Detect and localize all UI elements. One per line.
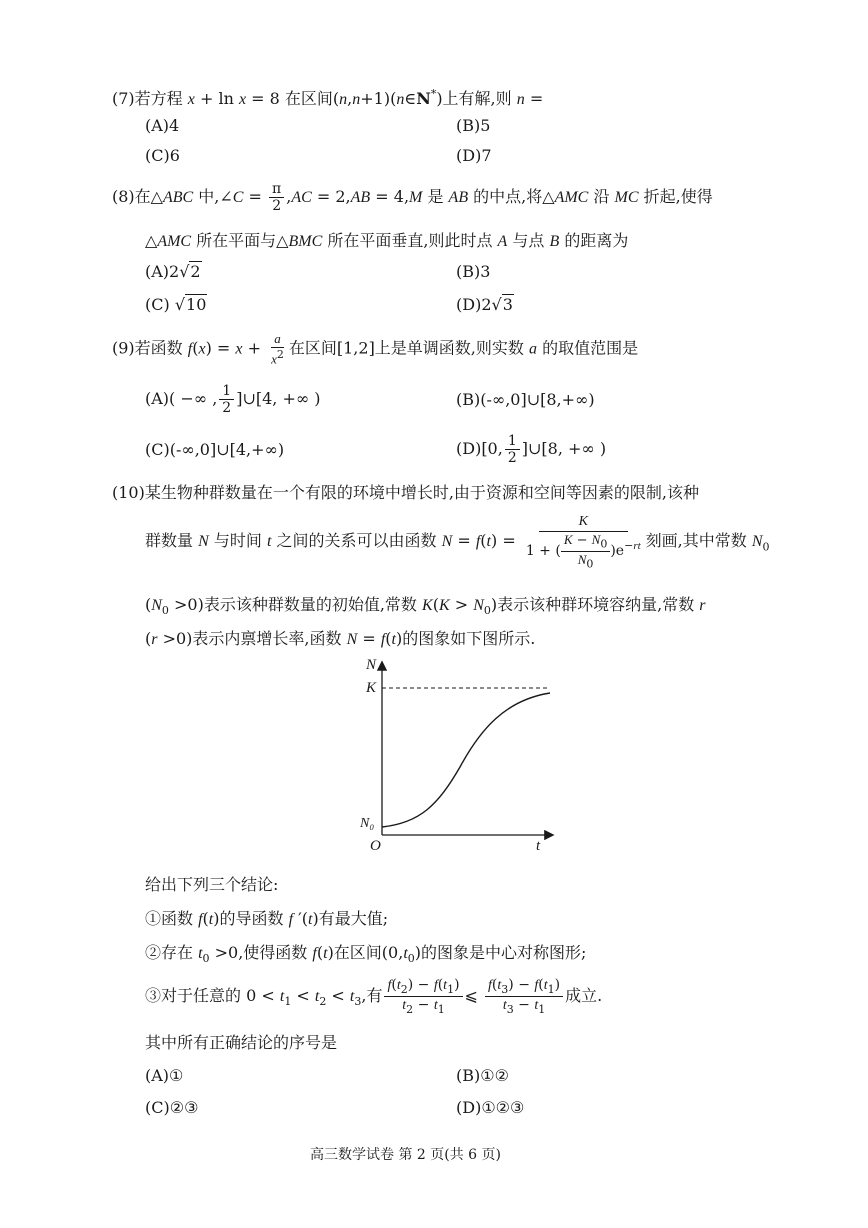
question-9-stem: (9)若函数 f(x) = x + $\frac{a}{x^2}$ 在区间[1,2]上是单调函数,则实数 a 的取值范围是 (112, 331, 639, 367)
q10-option-a: (A)① (145, 1066, 184, 1085)
q7-option-a: (A)4 (145, 116, 180, 135)
logistic-graph (360, 655, 560, 855)
q7-option-c: (C)6 (145, 146, 180, 165)
page-footer: 高三数学试卷 第 2 页(共 6 页) (310, 1147, 501, 1163)
conclusion-3: ③对于任意的 $0 < t_1 < t_2 < t_3$,有 $\frac{f(t_2) - f(t_1)}{t_2 - t_1}$ ⩽ $\frac{f(t_3) - f(t_1)}{t_3 - t_1}$ 成立. (145, 977, 603, 1016)
q8-option-c: (C) √10 (145, 295, 207, 314)
q9-option-a: (A)( −∞ , $\frac{1}{2}$ ]∪[4, +∞ ) (145, 383, 321, 416)
question-10-line-1: (10)某生物种群数量在一个有限的环境中增长时,由于资源和空间等因素的限制,该种 (112, 483, 700, 502)
q10-option-b: (B)①② (456, 1066, 509, 1085)
q8-option-b: (B)3 (456, 262, 491, 281)
graph-label-k: K (366, 680, 377, 696)
question-10-line-2: 群数量 N 与时间 t 之间的关系可以由函数 N = f(t) = K 1 + ( $\frac{K - N_0}{N_0}$ )$e^{-rt}$ 刻画,其中常数 $N_0$ (145, 514, 770, 571)
question-10-line-4: (r >0)表示内禀增长率,函数 N = f(t)的图象如下图所示. (145, 629, 536, 648)
graph-label-t: t (536, 838, 541, 854)
conclusion-1: ①函数 f(t)的导函数 f ′(t)有最大值; (145, 909, 389, 928)
graph-label-origin: O (370, 838, 381, 854)
q9-option-d: (D)[0, $\frac{1}{2}$ ]∪[8, +∞ ) (456, 433, 607, 466)
conclusions-intro: 给出下列三个结论: (145, 875, 279, 894)
q7-option-d: (D)7 (456, 146, 492, 165)
graph-label-n: N (366, 657, 377, 673)
question-10-line-3: $(N_0 >0)$表示该种群数量的初始值,常数 $K(K > N_0)$表示该种群环境容纳量,常数 r (145, 595, 706, 618)
q8-option-d: (D)2√3 (456, 295, 513, 314)
logistic-curve (382, 693, 550, 827)
q9-option-b: (B)(-∞,0]∪[8,+∞) (456, 390, 595, 409)
q10-option-d: (D)①②③ (456, 1098, 525, 1117)
question-10-ask: 其中所有正确结论的序号是 (145, 1033, 338, 1052)
graph-label-n0: N₀ (360, 816, 375, 831)
q10-option-c: (C)②③ (145, 1098, 199, 1117)
q7-option-b: (B)5 (456, 116, 491, 135)
question-7-stem: (7)若方程 x + ln x = 8 在区间(n,n+1)(n∈N*)上有解,则 n = (112, 87, 544, 108)
conclusion-2: ②存在 $t_0 >0$,使得函数 f(t)在区间$(0,t_0)$的图象是中心对称图形; (145, 943, 587, 966)
question-8-stem-line-2: △AMC 所在平面与△BMC 所在平面垂直,则此时点 A 与点 B 的距离为 (145, 231, 629, 250)
question-8-stem-line-1: (8)在△ABC 中,∠C = $\frac{\pi}{2}$ ,AC = 2,AB = 4,M 是 AB 的中点,将△AMC 沿 MC 折起,使得 (112, 181, 713, 214)
q9-option-c: (C)(-∞,0]∪[4,+∞) (145, 440, 285, 459)
q8-option-a: (A)2√2 (145, 262, 201, 281)
